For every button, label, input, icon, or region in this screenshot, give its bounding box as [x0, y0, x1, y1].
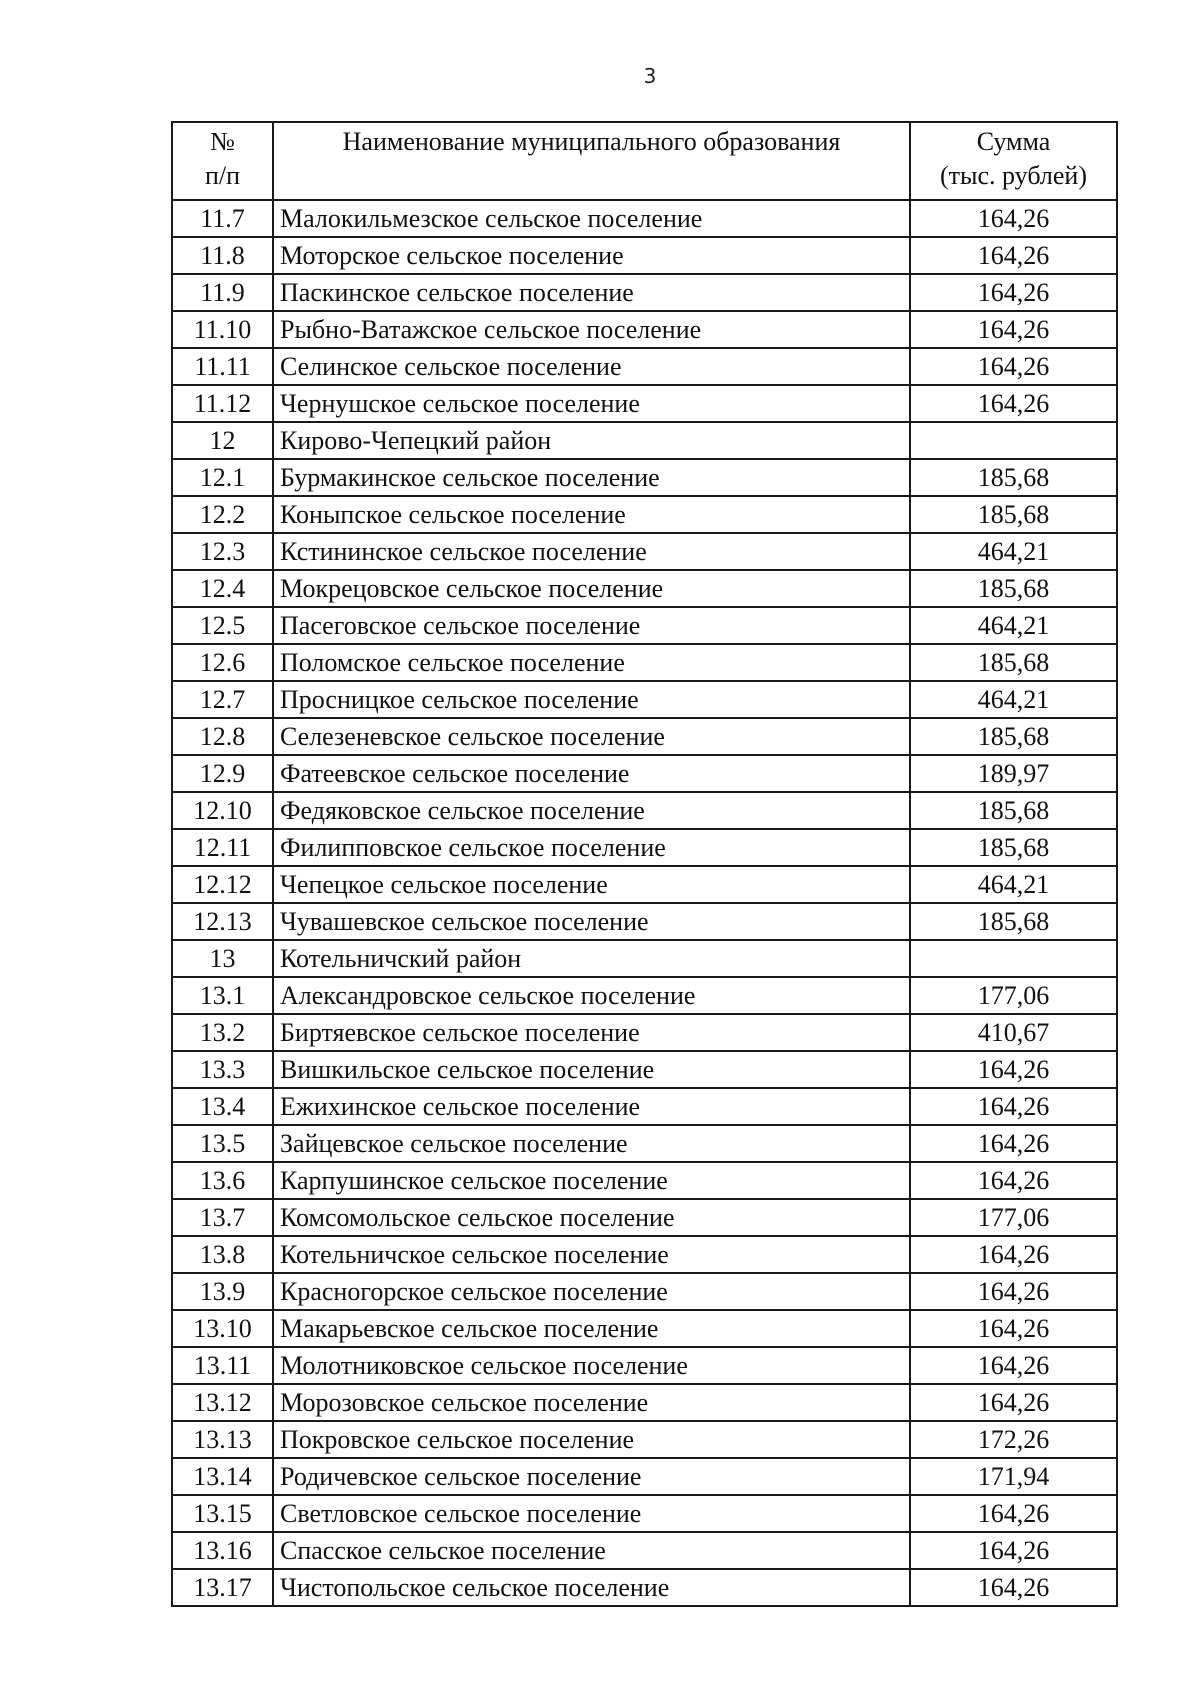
row-number-cell: 13.12 [172, 1384, 273, 1421]
municipality-name-cell: Котельничское сельское поселение [273, 1236, 910, 1273]
table-row [172, 755, 1117, 792]
row-number-cell: 11.7 [172, 200, 273, 237]
amount-cell: 164,26 [910, 1273, 1117, 1310]
table-row [172, 644, 1117, 681]
table-row [172, 459, 1117, 496]
row-number-cell: 13.4 [172, 1088, 273, 1125]
table-row [172, 1236, 1117, 1273]
row-number-cell: 12 [172, 422, 273, 459]
municipality-name-cell: Зайцевское сельское поселение [273, 1125, 910, 1162]
municipality-name-cell: Светловское сельское поселение [273, 1495, 910, 1532]
row-number-cell: 13.9 [172, 1273, 273, 1310]
municipality-name-cell: Комсомольское сельское поселение [273, 1199, 910, 1236]
amount-cell: 164,26 [910, 311, 1117, 348]
row-number-cell: 12.2 [172, 496, 273, 533]
row-number-cell: 13.11 [172, 1347, 273, 1384]
row-number-cell: 12.3 [172, 533, 273, 570]
amount-cell: 410,67 [910, 1014, 1117, 1051]
municipality-name-cell: Филипповское сельское поселение [273, 829, 910, 866]
municipality-name-cell: Поломское сельское поселение [273, 644, 910, 681]
header-sum-cell [910, 122, 1117, 200]
table-row [172, 237, 1117, 274]
amount-cell: 164,26 [910, 1088, 1117, 1125]
table-row [172, 1088, 1117, 1125]
row-number-cell: 13.13 [172, 1421, 273, 1458]
header-number-cell [172, 122, 273, 200]
row-number-cell: 12.12 [172, 866, 273, 903]
table-row [172, 940, 1117, 977]
municipality-name-cell: Коныпское сельское поселение [273, 496, 910, 533]
municipality-name-cell: Пасеговское сельское поселение [273, 607, 910, 644]
municipality-name-cell: Моторское сельское поселение [273, 237, 910, 274]
municipality-name-cell: Кирово-Чепецкий район [273, 422, 910, 459]
municipality-name-cell: Кстининское сельское поселение [273, 533, 910, 570]
row-number-cell: 12.4 [172, 570, 273, 607]
municipality-name-cell: Селинское сельское поселение [273, 348, 910, 385]
table-row [172, 570, 1117, 607]
amount-cell: 171,94 [910, 1458, 1117, 1495]
table-row [172, 1347, 1117, 1384]
table-row [172, 718, 1117, 755]
amount-cell: 164,26 [910, 1495, 1117, 1532]
amount-cell [910, 940, 1117, 977]
table-row [172, 533, 1117, 570]
table-row [172, 496, 1117, 533]
table-row [172, 1421, 1117, 1458]
row-number-cell: 13.8 [172, 1236, 273, 1273]
table-row [172, 1310, 1117, 1347]
header-name-cell: Наименование муниципального образования [273, 122, 910, 200]
table-row [172, 1569, 1117, 1606]
table-row [172, 1014, 1117, 1051]
municipality-name-cell: Селезеневское сельское поселение [273, 718, 910, 755]
amount-cell: 185,68 [910, 829, 1117, 866]
row-number-cell: 12.11 [172, 829, 273, 866]
row-number-cell: 13 [172, 940, 273, 977]
amount-cell: 164,26 [910, 1162, 1117, 1199]
table-row [172, 1199, 1117, 1236]
amount-cell [910, 422, 1117, 459]
allocation-table [171, 121, 1118, 1607]
municipality-name-cell: Чепецкое сельское поселение [273, 866, 910, 903]
municipality-name-cell: Паскинское сельское поселение [273, 274, 910, 311]
table-row [172, 607, 1117, 644]
table-row [172, 1495, 1117, 1532]
amount-cell: 164,26 [910, 1051, 1117, 1088]
row-number-cell: 11.8 [172, 237, 273, 274]
municipality-name-cell: Александровское сельское поселение [273, 977, 910, 1014]
header-number-sign: № [210, 127, 235, 156]
amount-cell: 172,26 [910, 1421, 1117, 1458]
municipality-name-cell: Родичевское сельское поселение [273, 1458, 910, 1495]
table-row [172, 200, 1117, 237]
table-header [172, 122, 1117, 200]
amount-cell: 464,21 [910, 681, 1117, 718]
amount-cell: 185,68 [910, 718, 1117, 755]
amount-cell: 164,26 [910, 237, 1117, 274]
amount-cell: 164,26 [910, 1236, 1117, 1273]
header-row [172, 122, 1117, 200]
row-number-cell: 13.17 [172, 1569, 273, 1606]
municipality-name-cell: Просницкое сельское поселение [273, 681, 910, 718]
row-number-cell: 12.10 [172, 792, 273, 829]
header-sum-unit: (тыс. рублей) [939, 161, 1087, 190]
table-row [172, 1125, 1117, 1162]
row-number-cell: 11.11 [172, 348, 273, 385]
table-row [172, 1532, 1117, 1569]
amount-cell: 164,26 [910, 385, 1117, 422]
table-row [172, 1051, 1117, 1088]
municipality-name-cell: Фатеевское сельское поселение [273, 755, 910, 792]
table-row [172, 866, 1117, 903]
municipality-name-cell: Макарьевское сельское поселение [273, 1310, 910, 1347]
amount-cell: 164,26 [910, 1125, 1117, 1162]
row-number-cell: 12.6 [172, 644, 273, 681]
row-number-cell: 13.10 [172, 1310, 273, 1347]
row-number-cell: 12.7 [172, 681, 273, 718]
amount-cell: 164,26 [910, 1310, 1117, 1347]
row-number-cell: 12.9 [172, 755, 273, 792]
municipality-name-cell: Малокильмезское сельское поселение [273, 200, 910, 237]
row-number-cell: 11.9 [172, 274, 273, 311]
table-row [172, 681, 1117, 718]
row-number-cell: 12.8 [172, 718, 273, 755]
amount-cell: 464,21 [910, 866, 1117, 903]
amount-cell: 464,21 [910, 533, 1117, 570]
table-row [172, 1162, 1117, 1199]
table-row [172, 1458, 1117, 1495]
table-row [172, 977, 1117, 1014]
municipality-name-cell: Красногорское сельское поселение [273, 1273, 910, 1310]
municipality-name-cell: Бурмакинское сельское поселение [273, 459, 910, 496]
amount-cell: 164,26 [910, 348, 1117, 385]
amount-cell: 164,26 [910, 1532, 1117, 1569]
amount-cell: 189,97 [910, 755, 1117, 792]
amount-cell: 185,68 [910, 644, 1117, 681]
table-row [172, 311, 1117, 348]
row-number-cell: 13.5 [172, 1125, 273, 1162]
amount-cell: 185,68 [910, 459, 1117, 496]
municipality-name-cell: Биртяевское сельское поселение [273, 1014, 910, 1051]
municipality-name-cell: Рыбно-Ватажское сельское поселение [273, 311, 910, 348]
table-row [172, 348, 1117, 385]
amount-cell: 164,26 [910, 1569, 1117, 1606]
row-number-cell: 13.3 [172, 1051, 273, 1088]
municipality-name-cell: Федяковское сельское поселение [273, 792, 910, 829]
table-row [172, 422, 1117, 459]
amount-cell: 185,68 [910, 792, 1117, 829]
row-number-cell: 13.15 [172, 1495, 273, 1532]
municipality-name-cell: Карпушинское сельское поселение [273, 1162, 910, 1199]
amount-cell: 185,68 [910, 496, 1117, 533]
row-number-cell: 13.6 [172, 1162, 273, 1199]
municipality-name-cell: Вишкильское сельское поселение [273, 1051, 910, 1088]
row-number-cell: 12.13 [172, 903, 273, 940]
row-number-cell: 13.16 [172, 1532, 273, 1569]
row-number-cell: 11.10 [172, 311, 273, 348]
amount-cell: 164,26 [910, 1347, 1117, 1384]
table-row [172, 903, 1117, 940]
municipality-name-cell: Чернушское сельское поселение [273, 385, 910, 422]
table-row [172, 792, 1117, 829]
amount-cell: 185,68 [910, 903, 1117, 940]
row-number-cell: 12.5 [172, 607, 273, 644]
amount-cell: 185,68 [910, 570, 1117, 607]
page-number: 3 [643, 64, 657, 88]
table-row [172, 829, 1117, 866]
table-row [172, 385, 1117, 422]
municipality-name-cell: Покровское сельское поселение [273, 1421, 910, 1458]
row-number-cell: 13.7 [172, 1199, 273, 1236]
amount-cell: 464,21 [910, 607, 1117, 644]
municipality-name-cell: Чувашевское сельское поселение [273, 903, 910, 940]
row-number-cell: 13.1 [172, 977, 273, 1014]
municipality-name-cell: Котельничский район [273, 940, 910, 977]
municipality-name-cell: Спасское сельское поселение [273, 1532, 910, 1569]
header-number-abbrev: п/п [204, 161, 241, 190]
amount-cell: 164,26 [910, 1384, 1117, 1421]
municipality-name-cell: Чистопольское сельское поселение [273, 1569, 910, 1606]
amount-cell: 164,26 [910, 200, 1117, 237]
table-row [172, 1273, 1117, 1310]
table-row [172, 274, 1117, 311]
row-number-cell: 13.2 [172, 1014, 273, 1051]
row-number-cell: 12.1 [172, 459, 273, 496]
table-body [172, 200, 1117, 1606]
header-sum-label: Сумма [976, 127, 1051, 156]
row-number-cell: 11.12 [172, 385, 273, 422]
table-row [172, 1384, 1117, 1421]
municipality-name-cell: Молотниковское сельское поселение [273, 1347, 910, 1384]
row-number-cell: 13.14 [172, 1458, 273, 1495]
amount-cell: 164,26 [910, 274, 1117, 311]
municipality-name-cell: Морозовское сельское поселение [273, 1384, 910, 1421]
amount-cell: 177,06 [910, 1199, 1117, 1236]
amount-cell: 177,06 [910, 977, 1117, 1014]
municipality-name-cell: Мокрецовское сельское поселение [273, 570, 910, 607]
municipality-name-cell: Ежихинское сельское поселение [273, 1088, 910, 1125]
